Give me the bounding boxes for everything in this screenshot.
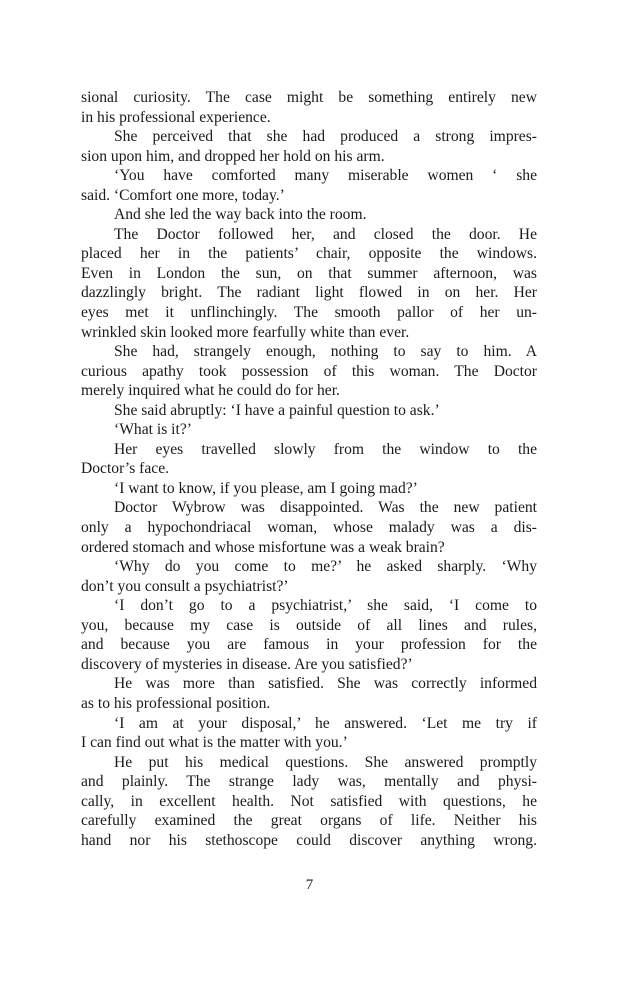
text-line: ‘You have comforted many miserable women ‘ she	[114, 167, 537, 185]
text-line: discovery of mysteries in disease. Are you satisfied?’	[81, 655, 413, 673]
page-number: 7	[305, 877, 314, 893]
text-line: She had, strangely enough, nothing to say to him. A	[114, 343, 537, 361]
text-line: wrinkled skin looked more fearfully white than ever.	[81, 323, 410, 341]
text-line: cally, in excellent health. Not satisfied with questions, he	[81, 792, 537, 810]
text-line: sion upon him, and dropped her hold on his arm.	[81, 147, 385, 165]
text-line: And she led the way back into the room.	[114, 206, 367, 224]
text-line: merely inquired what he could do for her.	[81, 382, 340, 400]
text-line: placed her in the patients’ chair, opposite the windows.	[81, 245, 537, 263]
text-line: eyes met it unflinchingly. The smooth pallor of her un-	[81, 304, 537, 322]
text-line: ordered stomach and whose misfortune was a weak brain?	[81, 538, 445, 556]
text-line: Her eyes travelled slowly from the window to the	[114, 440, 537, 458]
text-line: Doctor’s face.	[81, 460, 170, 478]
text-line: She said abruptly: ‘I have a painful question to ask.’	[114, 401, 440, 419]
text-line: and because you are famous in your profession for the	[81, 636, 537, 654]
text-line: hand nor his stethoscope could discover anything wrong.	[81, 831, 537, 849]
text-line: ‘What is it?’	[114, 421, 192, 439]
text-line: sional curiosity. The case might be something entirely new	[81, 89, 537, 106]
text-line: curious apathy took possession of this woman. The Doctor	[81, 362, 537, 380]
text-line: He was more than satisfied. She was correctly informed	[114, 675, 537, 693]
text-line: and plainly. The strange lady was, mentally and physi-	[81, 773, 537, 791]
text-line: you, because my case is outside of all lines and rules,	[81, 616, 537, 634]
text-line: ‘I want to know, if you please, am I going mad?’	[114, 479, 418, 497]
text-line: Doctor Wybrow was disappointed. Was the new patient	[114, 499, 537, 517]
text-line: I can find out what is the matter with you.’	[81, 734, 348, 752]
text-line: ‘I am at your disposal,’ he answered. ‘Let me try if	[114, 714, 537, 732]
text-line: ‘Why do you come to me?’ he asked sharply. ‘Why	[114, 558, 537, 576]
text-line: He put his medical questions. She answered promptly	[114, 753, 537, 771]
text-line: only a hypochondriacal woman, whose malady was a dis-	[81, 519, 537, 537]
text-line: dazzlingly bright. The radiant light flowed in on her. Her	[81, 284, 537, 302]
text-line: The Doctor followed her, and closed the door. He	[114, 225, 537, 243]
text-line: She perceived that she had produced a strong impres-	[114, 128, 537, 146]
text-line: don’t you consult a psychiatrist?’	[81, 577, 289, 595]
text-line: carefully examined the great organs of life. Neither his	[81, 812, 537, 830]
text-line: said. ‘Comfort one more, today.’	[81, 186, 285, 204]
text-line: in his professional experience.	[81, 108, 271, 126]
text-line: ‘I don’t go to a psychiatrist,’ she said, ‘I come to	[114, 597, 537, 615]
body-text	[81, 88, 537, 850]
text-line: Even in London the sun, on that summer afternoon, was	[81, 264, 537, 282]
text-line: as to his professional position.	[81, 694, 271, 712]
